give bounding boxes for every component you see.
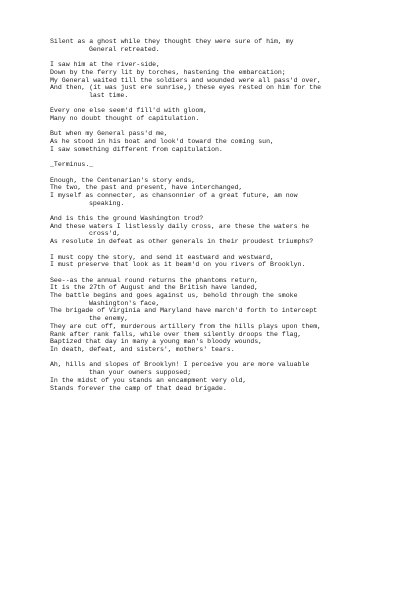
poem-line: Many no doubt thought of capitulation. (50, 115, 200, 122)
poem-line: The two, the past and present, have interchanged, (50, 184, 243, 192)
poem-line: Stands forever the camp of that dead brigade. (50, 384, 227, 392)
stanza (50, 361, 415, 392)
poem-text (50, 38, 415, 400)
stanza (50, 161, 415, 169)
poem-line: As he stood in his boat and look'd toward the coming sun, (50, 138, 274, 146)
poem-line: The brigade of Virginia and Maryland have march'd forth to intercept (50, 307, 318, 315)
poem-line: My General waited till the soldiers and wounded were all pass'd over, (50, 76, 322, 84)
stanza (50, 61, 415, 100)
stanza (50, 177, 415, 208)
poem-line: Enough, the Centenarian's story ends, (50, 176, 196, 184)
poem-line-continuation: General retreated. (89, 45, 160, 53)
poem-line: I saw him at the river-side, (50, 61, 161, 69)
stanza (50, 130, 415, 153)
poem-line: And then, (it was just ere sunrise,) these eyes rested on him for the (50, 84, 322, 92)
poem-line: Baptized that day in many a young man's bloody wounds, (50, 338, 263, 346)
poem-line-continuation: Washington's face, (89, 299, 160, 307)
poem-line: And these waters I listlessly daily cross, are these the waters he (50, 222, 310, 230)
poem-line: The battle begins and goes against us, behold through the smoke (50, 292, 298, 300)
poem-line: As resolute in defeat as other generals in their proudest triumphs? (50, 238, 314, 246)
poem-line-continuation: than your owners supposed; (89, 369, 192, 377)
poem-line: I must copy the story, and send it eastward and westward, (50, 253, 274, 261)
poem-line-continuation: speaking. (89, 199, 125, 207)
poem-line: In the midst of you stands an encampment very old, (50, 376, 247, 384)
poem-line-continuation: cross'd, (89, 230, 121, 238)
poem-line: See--as the annual round returns the phantoms return, (50, 276, 259, 284)
poem-line: It is the 27th of August and the British have landed, (50, 284, 259, 292)
stanza (50, 38, 415, 53)
poem-line: I must preserve that look as it beam'd on you rivers of Brooklyn. (50, 261, 306, 269)
poem-line: Ah, hills and slopes of Brooklyn! I perceive you are more valuable (50, 361, 310, 369)
poem-line: And is this the ground Washington trod? (50, 215, 204, 223)
poem-line-continuation: the enemy, (89, 315, 129, 323)
poem-line: I myself as connecter, as chansonnier of a great future, am now (50, 191, 298, 199)
poem-line: Rank after rank falls, while over them silently droops the flag, (50, 330, 302, 338)
poem-line: In death, defeat, and sisters', mothers' tears. (50, 346, 235, 353)
poem-line: _Terminus._ (50, 161, 94, 169)
poem-line: They are cut off, murderous artillery from the hills plays upon them, (50, 322, 322, 330)
poem-line: Silent as a ghost while they thought they were sure of him, my (50, 38, 294, 45)
stanza (50, 277, 415, 354)
stanza (50, 107, 415, 122)
stanza (50, 254, 415, 269)
poem-line: But when my General pass'd me, (50, 130, 168, 138)
poem-line: Down by the ferry lit by torches, hastening the embarcation; (50, 68, 286, 76)
stanza (50, 215, 415, 246)
poem-line-continuation: last time. (89, 91, 129, 99)
poem-line: Every one else seem'd fill'd with gloom, (50, 107, 208, 115)
poem-line: I saw something different from capitulation. (50, 145, 223, 153)
